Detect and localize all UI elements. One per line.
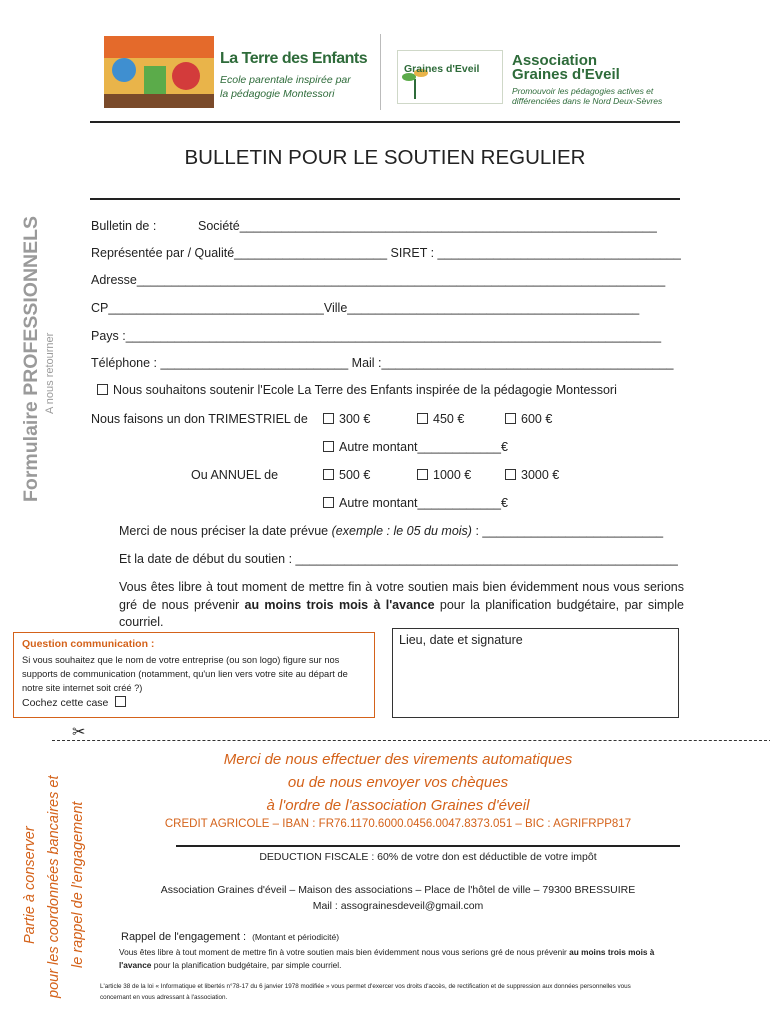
rappel-end: pour la planification budgétaire, par simple courriel.: [151, 959, 342, 970]
rappel-title-row: [121, 931, 339, 943]
question-text: Si vous souhaitez que le nom de votre entreprise (ou son logo) figure sur nos supports de communication (notamment, qu'un lien vers votre site au départ de notre site internet soit créé ?): [22, 655, 348, 693]
rappel-bold: au moins trois mois à l'avance: [119, 947, 655, 970]
societe-field[interactable]: Société____________________________________________________________: [198, 219, 657, 233]
question-title: Question communication :: [22, 638, 155, 650]
date-prevue-label: Merci de nous préciser la date prévue: [119, 524, 332, 538]
bottom-side-label-2: pour les coordonnées bancaires et: [46, 775, 62, 998]
association-mail: Mail : assograinesdeveil@gmail.com: [312, 900, 484, 912]
checkbox-icon[interactable]: [323, 469, 334, 480]
bottom-rule: [176, 845, 680, 847]
checkbox-icon[interactable]: [417, 469, 428, 480]
iban-line: CREDIT AGRICOLE – IBAN : FR76.1170.6000.0456.0047.8373.051 – BIC : AGRIFRPP817: [164, 818, 632, 830]
option-label: 450 €: [433, 412, 465, 426]
date-prevue-blank: : __________________________: [471, 524, 664, 538]
rappel-title: Rappel de l'engagement :: [121, 931, 247, 943]
libre-text: Vous êtes libre à tout moment de mettre fin à votre soutien mais bien évidemment nous vous serions gré de nous prévenir: [119, 580, 684, 612]
graines-eveil-logo: [397, 50, 503, 104]
scissors-icon: ✂: [72, 724, 86, 741]
cut-line: [52, 740, 770, 741]
option-label: Autre montant____________€: [339, 440, 508, 454]
side-label-formulaire: Formulaire PROFESSIONNELS: [20, 215, 42, 502]
adresse-field[interactable]: Adresse____________________________________________________________________________: [91, 273, 666, 287]
don-trimestriel-label: Nous faisons un don TRIMESTRIEL de: [91, 412, 308, 426]
option-label: 300 €: [339, 412, 371, 426]
checkbox-icon[interactable]: [505, 413, 516, 424]
soutenir-checkbox-row[interactable]: [97, 383, 617, 397]
trimestriel-autre-option[interactable]: [323, 440, 508, 454]
libre-paragraph: [119, 579, 684, 632]
trimestriel-450-option[interactable]: [417, 412, 464, 426]
merci-line-3: à l'ordre de l'association Graines d'éveil: [266, 797, 530, 814]
option-label: 3000 €: [521, 468, 560, 482]
option-label: 1000 €: [433, 468, 472, 482]
logo2-title-1: Association: [512, 52, 598, 69]
date-prevue-field[interactable]: [119, 524, 663, 538]
merci-line-1: Merci de nous effectuer des virements automatiques: [223, 751, 573, 768]
logo2-mark-text: Graines d'Eveil: [404, 63, 480, 75]
libre-bold: au moins trois mois à l'avance: [244, 597, 435, 612]
logo1-title: La Terre des Enfants: [220, 50, 368, 67]
annuel-1000-option[interactable]: [417, 468, 471, 482]
option-label: Autre montant____________€: [339, 496, 508, 510]
soutenir-label: Nous souhaitons soutenir l'Ecole La Terre des Enfants inspirée de la pédagogie Montessori: [113, 383, 617, 397]
logo2-title-2: Graines d'Eveil: [512, 66, 620, 83]
trimestriel-600-option[interactable]: [505, 412, 552, 426]
logo1-subtitle-1: Ecole parentale inspirée par: [220, 74, 351, 86]
logo2-sub-2: différenciées dans le Nord Deux-Sèvres: [512, 96, 663, 106]
signature-label: Lieu, date et signature: [399, 633, 523, 647]
telephone-mail-field[interactable]: Téléphone : ___________________________ Mail :__________________________________________: [91, 356, 674, 370]
annuel-3000-option[interactable]: [505, 468, 559, 482]
soutenir-checkbox[interactable]: [97, 384, 108, 395]
checkbox-icon[interactable]: [505, 469, 516, 480]
bottom-side-label-1: Partie à conserver: [22, 826, 38, 944]
representee-siret-field[interactable]: Représentée par / Qualité______________________ SIRET : ___________________________________: [91, 246, 681, 260]
cochez-label: Cochez cette case: [22, 697, 109, 709]
signature-box[interactable]: [392, 628, 679, 718]
bottom-side-label-3: le rappel de l'engagement: [70, 801, 86, 968]
side-label-retourner: A nous retourner: [44, 332, 56, 414]
rappel-text: Vous êtes libre à tout moment de mettre fin à votre soutien mais bien évidemment nous vous serions gré de nous prévenir: [119, 947, 570, 957]
option-label: 500 €: [339, 468, 371, 482]
question-communication-box: [13, 632, 375, 718]
page-title: BULLETIN POUR LE SOUTIEN REGULIER: [184, 146, 586, 169]
annuel-label: Ou ANNUEL de: [191, 468, 279, 482]
header-divider: [380, 34, 381, 110]
rappel-paren: (Montant et périodicité): [252, 932, 340, 942]
title-rule: [90, 198, 680, 200]
libre-end: pour la planification budgétaire, par simple courriel.: [119, 597, 684, 629]
annuel-500-option[interactable]: [323, 468, 370, 482]
checkbox-icon[interactable]: [417, 413, 428, 424]
rappel-paragraph: [119, 946, 681, 971]
logo2-sub-1: Promouvoir les pédagogies actives et: [512, 86, 654, 96]
merci-line-2: ou de nous envoyer vos chèques: [287, 774, 509, 791]
association-address: Association Graines d'éveil – Maison des associations – Place de l'hôtel de ville – 79300 BRESSUIRE: [160, 884, 636, 896]
checkbox-icon[interactable]: [323, 413, 334, 424]
annuel-autre-option[interactable]: [323, 496, 508, 510]
cp-ville-field[interactable]: CP_______________________________Ville__________________________________________: [91, 301, 640, 315]
trimestriel-300-option[interactable]: [323, 412, 370, 426]
date-debut-field[interactable]: Et la date de début du soutien : _______________________________________________________: [119, 552, 678, 566]
date-prevue-example: (exemple : le 05 du mois): [331, 524, 472, 538]
cochez-checkbox[interactable]: [115, 696, 126, 707]
checkbox-icon[interactable]: [323, 497, 334, 508]
logo1-subtitle-2: la pédagogie Montessori: [220, 88, 335, 100]
legal-notice: L'article 38 de la loi « Informatique et libertés n°78-17 du 6 janvier 1978 modifiée » vous permet d'exercer vos droits d'accès, de rectification et de suppression aux données personnelles vous concernant en vous adressant à l'association.: [100, 983, 631, 1001]
cochez-row[interactable]: [22, 696, 366, 709]
header-rule: [90, 121, 680, 123]
deduction-fiscale: DEDUCTION FISCALE : 60% de votre don est déductible de votre impôt: [259, 851, 597, 863]
bulletin-label: Bulletin de :: [91, 219, 157, 233]
option-label: 600 €: [521, 412, 553, 426]
children-drawing-icon: [104, 36, 214, 108]
terre-des-enfants-logo: [104, 36, 372, 108]
pays-field[interactable]: Pays :_____________________________________________________________________________: [91, 329, 662, 343]
checkbox-icon[interactable]: [323, 441, 334, 452]
